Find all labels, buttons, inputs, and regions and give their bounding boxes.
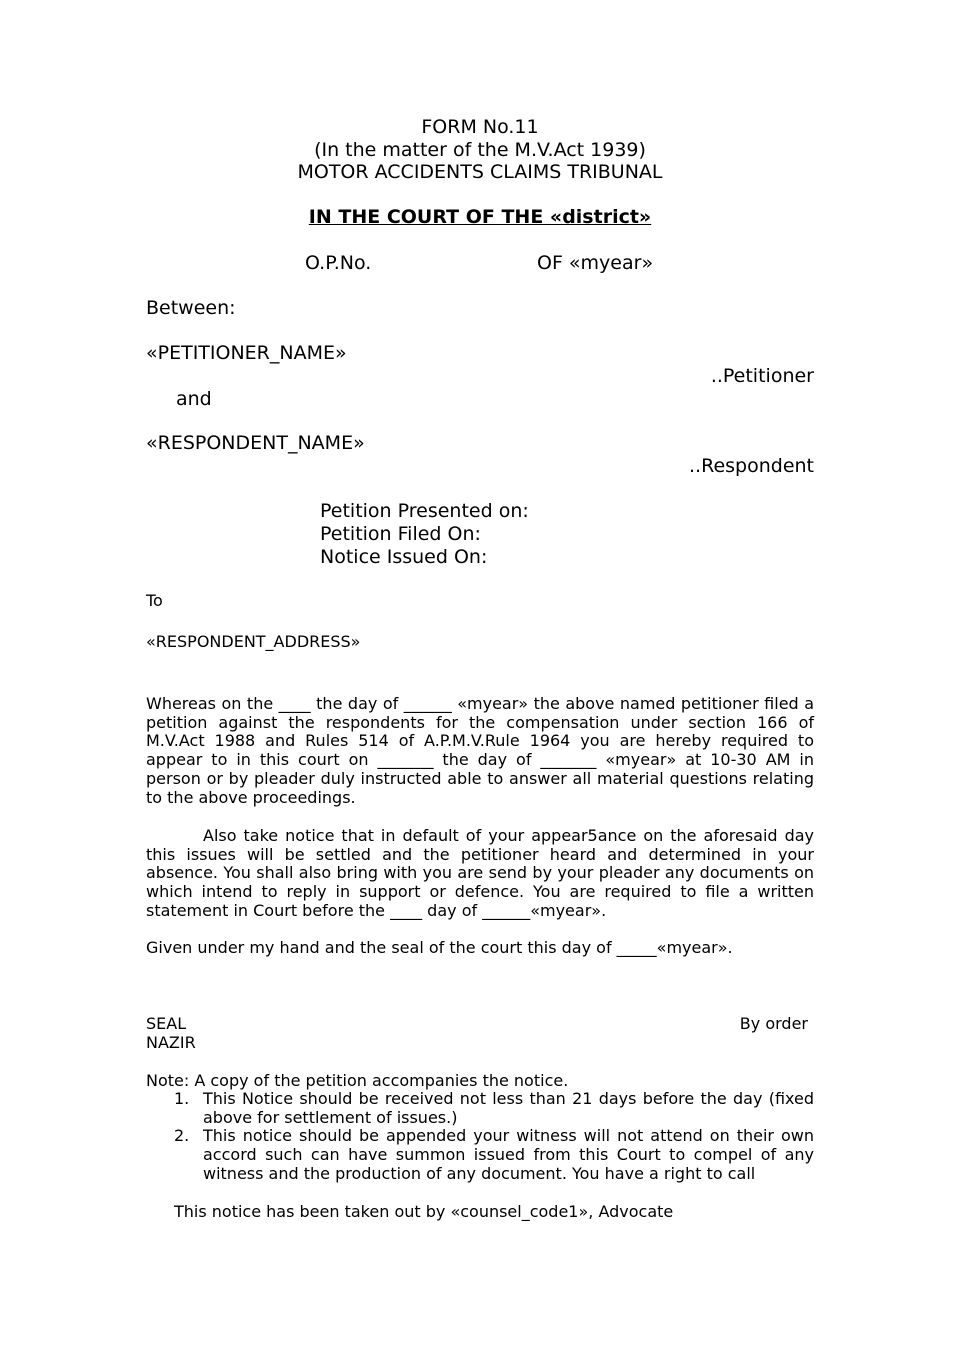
form-number: FORM No.11 xyxy=(421,116,539,138)
paragraph-given: Given under my hand and the seal of the court this day of _____«myear». xyxy=(146,938,733,957)
petition-filed: Petition Filed On: xyxy=(320,523,481,545)
list-item xyxy=(146,1127,814,1183)
notice-issued: Notice Issued On: xyxy=(320,546,488,568)
list-item xyxy=(146,1090,814,1127)
tribunal-title: MOTOR ACCIDENTS CLAIMS TRIBUNAL xyxy=(297,161,663,183)
paragraph-notice: Also take notice that in default of your appear5ance on the aforesaid day this issues will be settled and the petitioner heard and determined in your absence. You shall also bring with you are send by your pleader any documents on which intend to reply in support or defence. You are required to file a written statement in Court before the ____ day of ______«myear». xyxy=(146,826,814,920)
taken-out-line: This notice has been taken out by «counsel_code1», Advocate xyxy=(174,1202,674,1221)
respondent-label: ..Respondent xyxy=(689,455,814,477)
matter-line: (In the matter of the M.V.Act 1939) xyxy=(314,139,646,161)
paragraph-whereas: Whereas on the ____ the day of ______ «myear» the above named petitioner filed a petition against the respondents for the compensation under section 166 of M.V.Act 1988 and Rules 514 of A.P.M.V.Rule 1964 you are hereby required to appear to in this court on _______ the day of _______ «myear» at 10-30 AM in person or by pleader duly instructed able to answer all material questions relating to the above proceedings. xyxy=(146,694,814,807)
note-line: Note: A copy of the petition accompanies the notice. xyxy=(146,1071,569,1090)
list-item-number: 2. xyxy=(174,1126,190,1146)
to-label: To xyxy=(146,591,163,610)
op-year: OF «myear» xyxy=(537,252,654,274)
by-order-label: By order xyxy=(739,1014,808,1033)
court-heading: IN THE COURT OF THE «district» xyxy=(308,206,652,228)
seal-label: SEAL xyxy=(146,1014,187,1033)
respondent-name: «RESPONDENT_NAME» xyxy=(146,432,365,454)
list-item-text: This notice should be appended your witness will not attend on their own accord such can have summon issued from this Court to compel of any witness and the production of any document. You have a right to call xyxy=(203,1126,814,1183)
between-label: Between: xyxy=(146,297,236,319)
op-number: O.P.No. xyxy=(305,252,372,274)
petitioner-name: «PETITIONER_NAME» xyxy=(146,342,347,364)
list-item-number: 1. xyxy=(174,1089,190,1108)
and-label: and xyxy=(176,388,212,410)
nazir-label: NAZIR xyxy=(146,1033,196,1052)
notes-list xyxy=(146,1090,814,1184)
respondent-address: «RESPONDENT_ADDRESS» xyxy=(146,632,361,651)
petition-presented: Petition Presented on: xyxy=(320,500,529,522)
list-item-text: This Notice should be received not less than 21 days before the day (fixed above for settlement of issues.) xyxy=(203,1089,814,1127)
petitioner-label: ..Petitioner xyxy=(710,365,814,387)
